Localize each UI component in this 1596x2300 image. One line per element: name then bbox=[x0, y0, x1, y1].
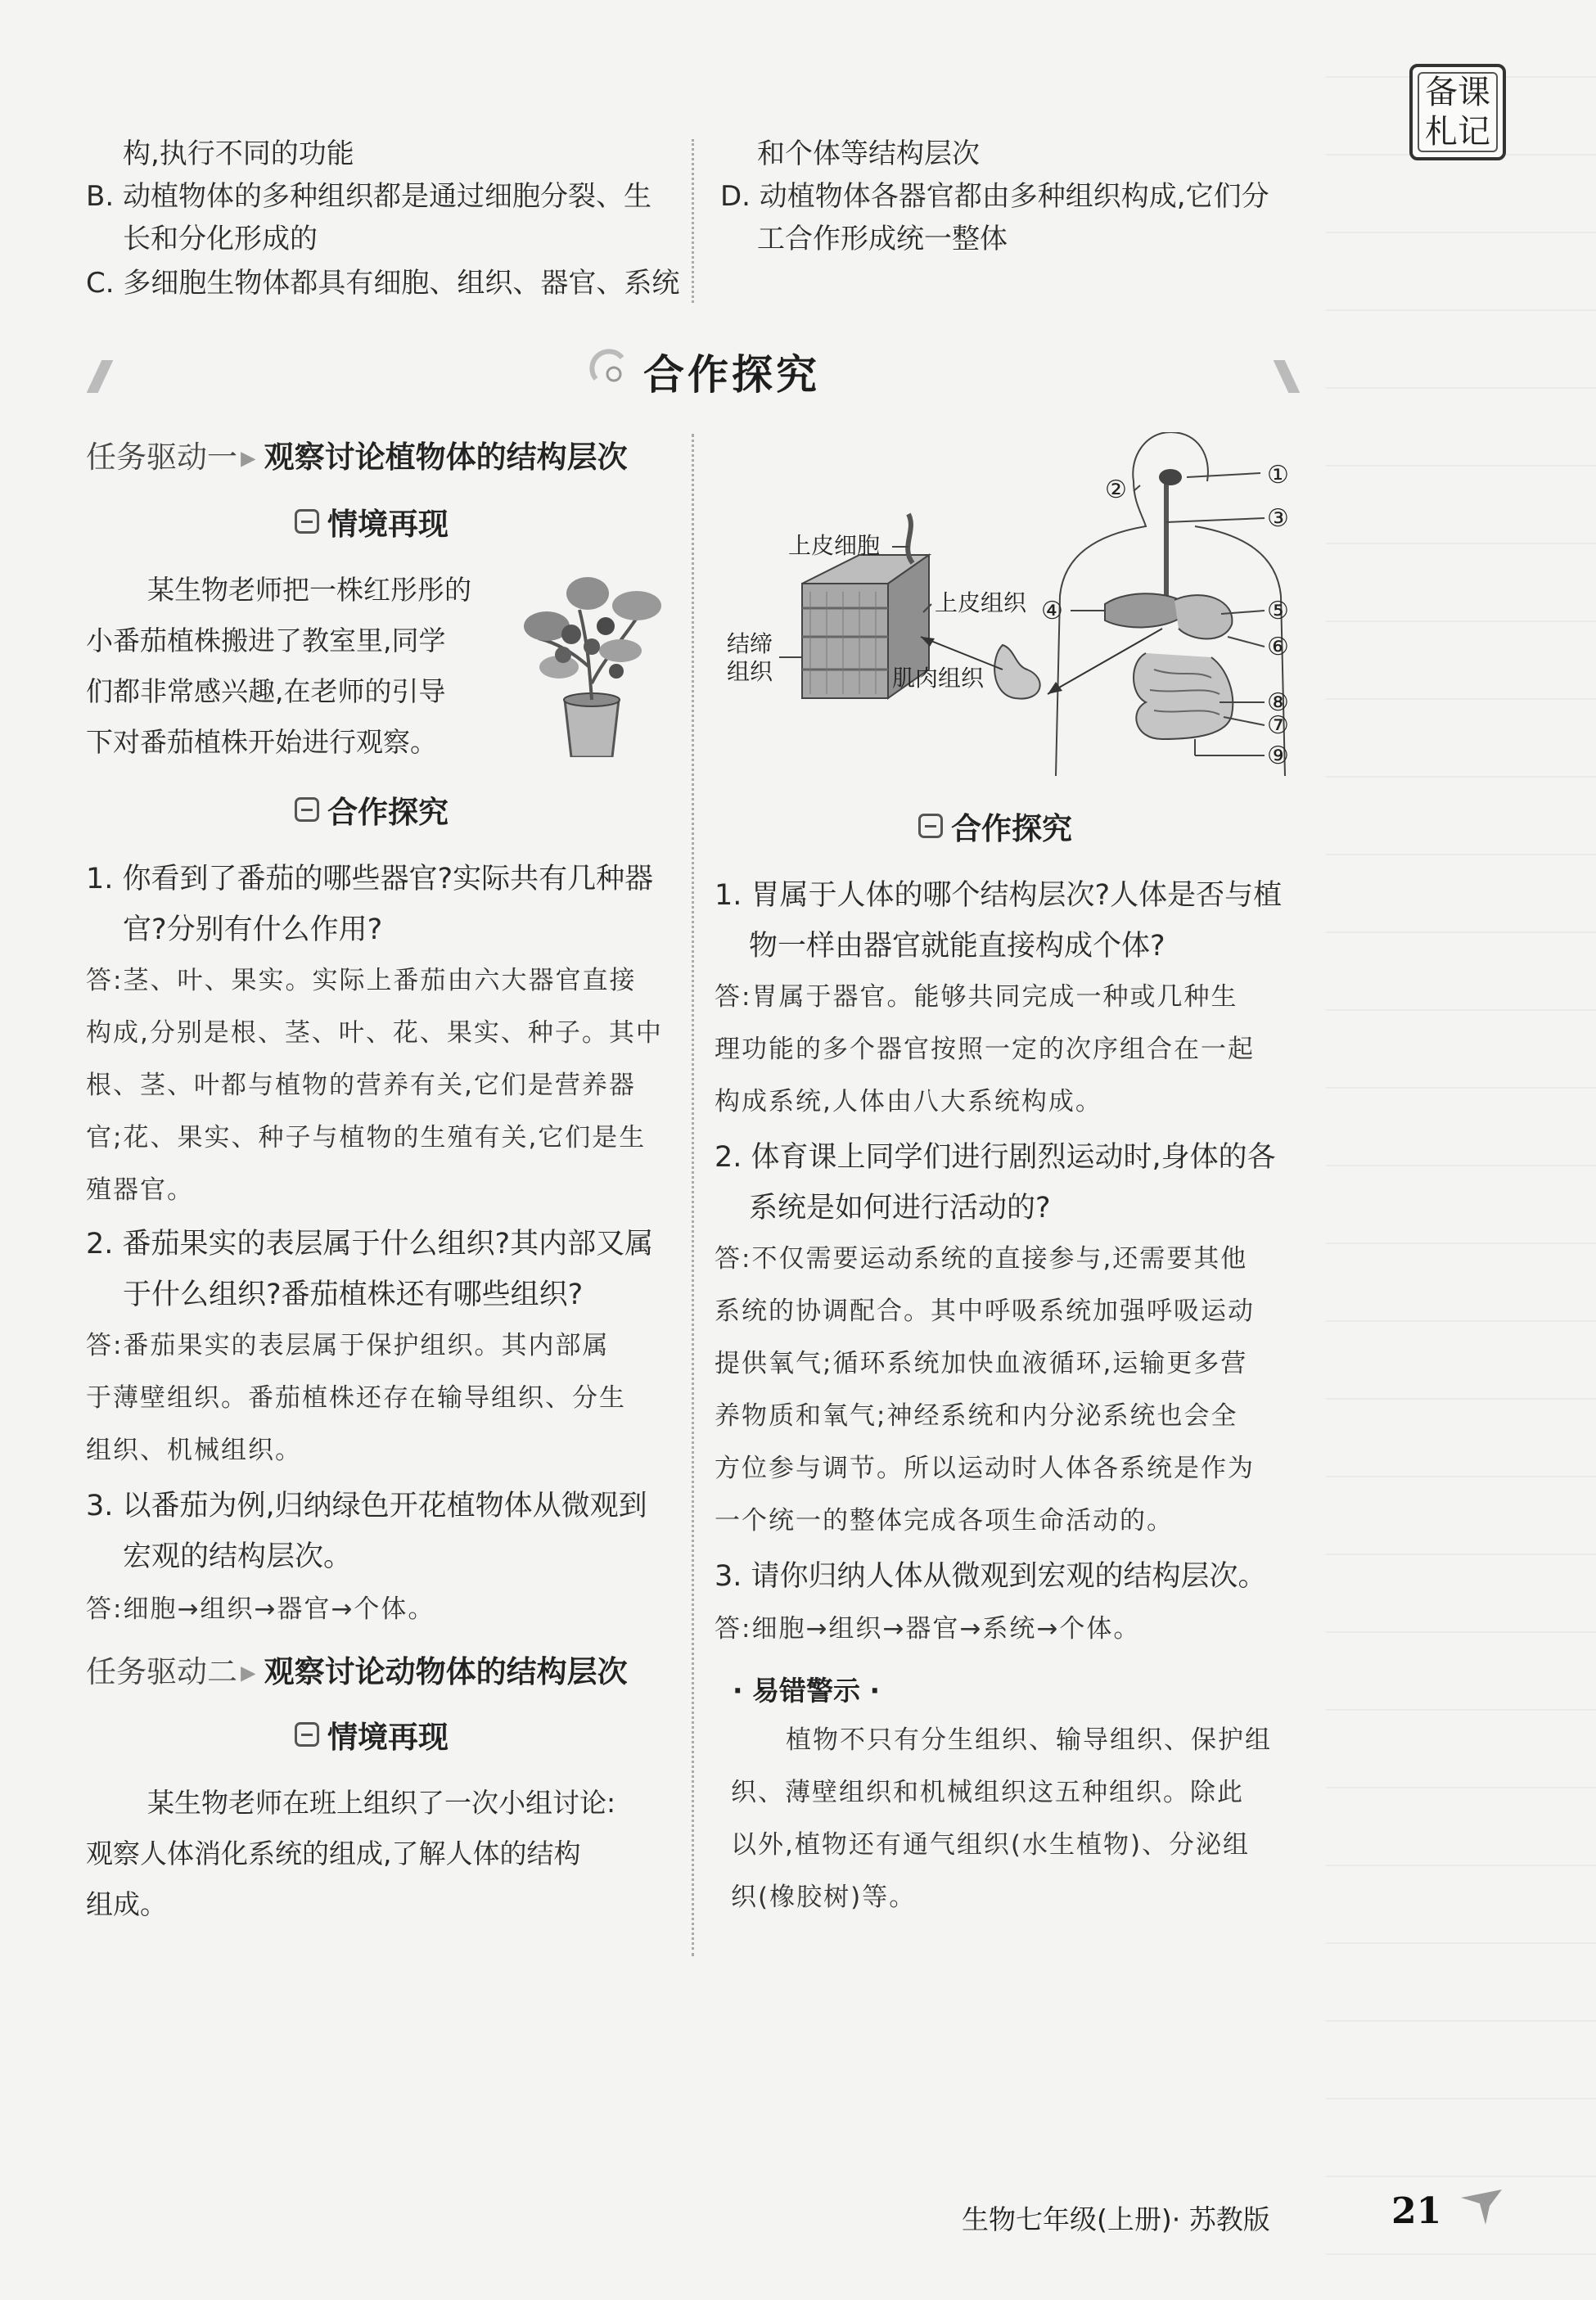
left-question-1-line2: 官?分别有什么作用? bbox=[123, 913, 383, 946]
option-b-line2: 长和分化形成的 bbox=[123, 223, 318, 255]
right-answer-1-line2: 理功能的多个器官按照一定的次序组合在一起 bbox=[715, 1035, 1255, 1064]
task-1-title: 观察讨论植物体的结构层次 bbox=[264, 440, 628, 475]
explore-icon bbox=[295, 797, 319, 822]
context-1-line1: 某生物老师把一株红彤彤的 bbox=[147, 574, 471, 606]
context-1-line4: 下对番茄植株开始进行观察。 bbox=[86, 726, 437, 758]
right-answer-1-line1: 答:胃属于器官。能够共同完成一种或几种生 bbox=[715, 982, 1238, 1012]
left-question-2-line2: 于什么组织?番茄植株还有哪些组织? bbox=[123, 1279, 584, 1311]
option-a-continued: 构,执行不同的功能 bbox=[123, 138, 354, 170]
left-question-3-line2: 宏观的结构层次。 bbox=[123, 1540, 353, 1573]
warning-line4: 织(橡胶树)等。 bbox=[731, 1883, 917, 1912]
right-answer-1-line3: 构成系统,人体由八大系统构成。 bbox=[715, 1087, 1102, 1116]
option-d-line2: 工合作形成统一整体 bbox=[757, 223, 1008, 255]
corner-arrow-icon bbox=[1457, 2185, 1506, 2226]
lesson-notes-badge bbox=[1409, 64, 1506, 160]
context-1-line2: 小番茄植株搬进了教室里,同学 bbox=[86, 625, 446, 656]
label-epithelial-cell: 上皮细胞 bbox=[788, 532, 881, 559]
right-question-2-line1: 2. 体育课上同学们进行剧烈运动时,身体的各 bbox=[715, 1141, 1276, 1174]
left-answer-2-line2: 于薄壁组织。番茄植株还存在输导组织、分生 bbox=[86, 1383, 626, 1413]
warning-line1: 植物不只有分生组织、输导组织、保护组 bbox=[786, 1725, 1272, 1755]
marker-9: ⑨ bbox=[1267, 742, 1289, 770]
warning-title: · 易错警示 · bbox=[733, 1675, 881, 1707]
task-1-label: 任务驱动一 bbox=[86, 440, 237, 475]
left-question-3-line1: 3. 以番茄为例,归纳绿色开花植物体从微观到 bbox=[86, 1490, 647, 1522]
column-divider-top bbox=[692, 139, 694, 303]
explore-heading-2-text: 合作探究 bbox=[951, 811, 1072, 846]
left-answer-3-line1: 答:细胞→组织→器官→个体。 bbox=[86, 1594, 435, 1624]
task-2-title: 观察讨论动物体的结构层次 bbox=[264, 1654, 628, 1689]
label-connective-2: 组织 bbox=[727, 658, 773, 685]
column-divider-main bbox=[692, 434, 694, 1956]
left-answer-1-line2: 构成,分别是根、茎、叶、花、果实、种子。其中 bbox=[86, 1018, 663, 1048]
option-c-line1: C. 多细胞生物体都具有细胞、组织、器官、系统 bbox=[86, 267, 680, 300]
context-icon bbox=[295, 509, 319, 534]
right-question-2-line2: 系统是如何进行活动的? bbox=[749, 1192, 1051, 1224]
option-b-line1: B. 动植物体的多种组织都是通过细胞分裂、生 bbox=[86, 180, 651, 213]
heading-deco-left bbox=[87, 360, 114, 393]
context-heading-2 bbox=[295, 1712, 449, 1757]
context-heading-1 bbox=[295, 499, 449, 543]
explore-icon bbox=[918, 814, 943, 838]
label-connective-1: 结缔 bbox=[727, 630, 773, 657]
task-arrow-icon: ▸ bbox=[241, 440, 256, 475]
left-question-1-line1: 1. 你看到了番茄的哪些器官?实际共有几种器 bbox=[86, 863, 654, 895]
marker-5: ⑤ bbox=[1267, 597, 1289, 625]
left-answer-1-line1: 答:茎、叶、果实。实际上番茄由六大器官直接 bbox=[86, 966, 637, 995]
context-2-line1: 某生物老师在班上组织了一次小组讨论: bbox=[147, 1787, 616, 1819]
context-icon bbox=[295, 1722, 319, 1747]
option-d-line1: D. 动植物体各器官都由多种组织构成,它们分 bbox=[720, 180, 1269, 213]
page-number: 21 bbox=[1391, 2190, 1442, 2232]
right-question-1-line1: 1. 胃属于人体的哪个结构层次?人体是否与植 bbox=[715, 879, 1283, 912]
badge-line-1: 备课 bbox=[1425, 74, 1490, 111]
explore-heading-2 bbox=[918, 804, 1072, 848]
marker-8: ⑧ bbox=[1267, 688, 1289, 717]
context-heading-2-text: 情境再现 bbox=[327, 1720, 449, 1755]
left-answer-1-line3: 根、茎、叶都与植物的营养有关,它们是营养器 bbox=[86, 1071, 636, 1100]
tomato-plant-image bbox=[514, 569, 670, 757]
left-answer-2-line3: 组织、机械组织。 bbox=[86, 1436, 302, 1465]
magnifier-icon bbox=[589, 348, 630, 389]
context-2-line3: 组成。 bbox=[86, 1888, 167, 1920]
marker-7: ⑦ bbox=[1267, 711, 1289, 740]
section-title: 合作探究 bbox=[643, 351, 820, 399]
right-answer-2-line2: 系统的协调配合。其中呼吸系统加强呼吸运动 bbox=[715, 1297, 1255, 1326]
right-answer-2-line6: 一个统一的整体完成各项生命活动的。 bbox=[715, 1506, 1174, 1536]
right-answer-2-line3: 提供氧气;循环系统加快血液循环,运输更多营 bbox=[715, 1349, 1248, 1378]
badge-line-2: 札记 bbox=[1425, 113, 1490, 151]
heading-deco-right bbox=[1274, 360, 1301, 393]
explore-heading-1 bbox=[295, 787, 449, 832]
label-muscle-tissue: 肌肉组织 bbox=[892, 665, 985, 692]
right-question-1-line2: 物一样由器官就能直接构成个体? bbox=[749, 930, 1165, 963]
right-answer-2-line5: 方位参与调节。所以运动时人体各系统是作为 bbox=[715, 1454, 1255, 1483]
right-answer-2-line4: 养物质和氧气;神经系统和内分泌系统也会全 bbox=[715, 1401, 1238, 1431]
marker-6: ⑥ bbox=[1267, 633, 1289, 661]
left-answer-1-line4: 官;花、果实、种子与植物的生殖有关,它们是生 bbox=[86, 1123, 647, 1152]
task-2-heading bbox=[86, 1647, 628, 1691]
left-answer-2-line1: 答:番茄果实的表层属于保护组织。其内部属 bbox=[86, 1331, 610, 1360]
left-answer-1-line5: 殖器官。 bbox=[86, 1175, 194, 1205]
marker-1: ① bbox=[1267, 461, 1289, 489]
marker-2: ② bbox=[1105, 476, 1127, 504]
option-c-continued: 和个体等结构层次 bbox=[757, 138, 980, 170]
right-question-3-line1: 3. 请你归纳人体从微观到宏观的结构层次。 bbox=[715, 1560, 1267, 1593]
context-2-line2: 观察人体消化系统的组成,了解人体的结构 bbox=[86, 1838, 581, 1869]
right-answer-2-line1: 答:不仅需要运动系统的直接参与,还需要其他 bbox=[715, 1244, 1248, 1274]
warning-line2: 织、薄壁组织和机械组织这五种组织。除此 bbox=[731, 1778, 1244, 1807]
label-epithelial-tissue: 上皮组织 bbox=[935, 589, 1027, 616]
task-2-label: 任务驱动二 bbox=[86, 1654, 237, 1689]
task-arrow-icon: ▸ bbox=[241, 1654, 256, 1689]
right-answer-3-line1: 答:细胞→组织→器官→系统→个体。 bbox=[715, 1614, 1141, 1644]
task-1-heading bbox=[86, 432, 628, 476]
notes-margin bbox=[1326, 0, 1596, 2300]
human-digestive-system-diagram bbox=[720, 432, 1310, 776]
context-heading-1-text: 情境再现 bbox=[327, 507, 449, 542]
footer-book-title: 生物七年级(上册)· 苏教版 bbox=[962, 2203, 1270, 2235]
explore-heading-1-text: 合作探究 bbox=[327, 795, 449, 830]
left-question-2-line1: 2. 番茄果实的表层属于什么组织?其内部又属 bbox=[86, 1228, 654, 1260]
warning-line3: 以外,植物还有通气组织(水生植物)、分泌组 bbox=[731, 1830, 1251, 1860]
marker-3: ③ bbox=[1267, 504, 1289, 533]
context-1-line3: 们都非常感兴趣,在老师的引导 bbox=[86, 675, 446, 707]
marker-4: ④ bbox=[1041, 597, 1063, 625]
